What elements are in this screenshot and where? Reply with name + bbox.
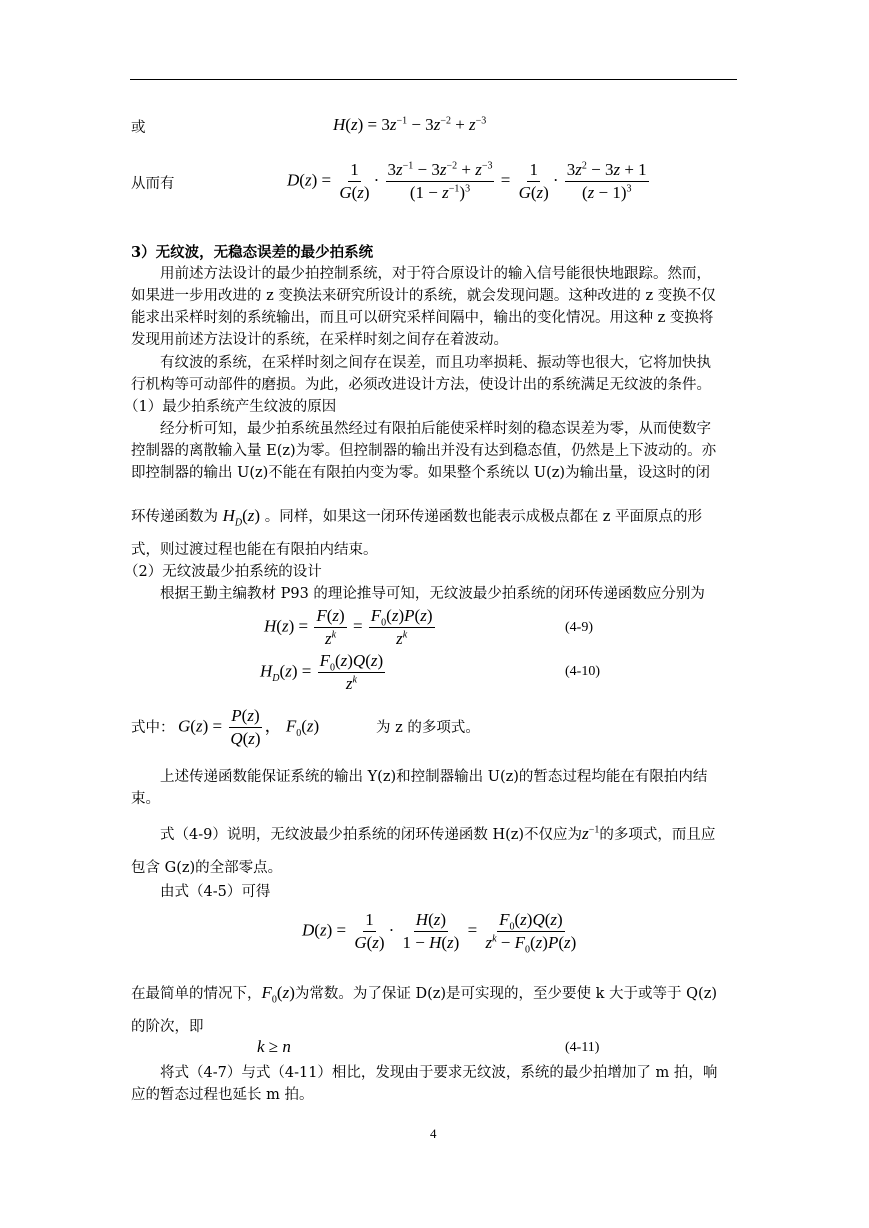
equation-d-z: D(z) = $\frac{1}{G(z)}$ · $\frac{3z^{-1} - 3z^{-2} + z^{-3}}{(1 - z^{-1})^3}$ = $\frac{1}{G(z)}$ · $\frac{3z^2 - 3z + 1}{(z - 1)^3}$ — [287, 160, 647, 202]
paragraph-line: 式（4-9）说明，无纹波最少拍系统的闭环传递函数 H(z)不仅应为$z^{-1}$的多项式，而且应 — [160, 824, 716, 843]
paragraph-line: 包含 G(z)的全部零点。 — [131, 860, 283, 876]
label-thus: 从而有 — [131, 176, 175, 192]
section-heading: 3）无纹波，无稳态误差的最少拍系统 — [131, 244, 374, 261]
paragraph-line: 行机构等可动部件的磨损。为此，必须改进设计方法，使设计出的系统满足无纹波的条件。 — [131, 377, 711, 393]
paragraph-line: 环传递函数为 $H_D(z)$ 。同样，如果这一闭环传递函数也能表示成极点都在 z 平面原点的形 — [131, 506, 703, 529]
paragraph-line: 控制器的离散输入量 E(z)为零。但控制器的输出并没有达到稳态值，仍然是上下波动的。亦 — [131, 443, 717, 459]
equation-number: (4-10) — [565, 664, 600, 679]
paragraph-line: 式，则过渡过程也能在有限拍内结束。 — [131, 542, 378, 558]
paragraph-line: 在最简单的情况下，$F_0(z)$为常数。为了保证 D(z)是可实现的，至少要使 k 大于或等于 Q(z) — [131, 983, 717, 1006]
header-rule — [130, 79, 737, 80]
inline-math-hd-z: $H_D(z)$ — [222, 506, 261, 529]
paragraph-line: 发现用前述方法设计的系统，在采样时刻之间存在着波动。 — [131, 332, 508, 348]
label-or: 或 — [131, 120, 146, 136]
equation-h-z: $H(z) = 3z^{-1} - 3z^{-2} + z^{-3}$ — [333, 115, 487, 134]
paragraph-line: 束。 — [131, 791, 160, 807]
paragraph-line: 经分析可知，最少拍系统虽然经过有限拍后能使采样时刻的稳态误差为零，从而使数字 — [160, 421, 711, 437]
equation-d-z-from-4-5: D(z) = $\frac{1}{G(z)}$ · $\frac{H(z)}{1 - H(z)}$ = $\frac{F_0(z)Q(z)}{z^k - F_0(z)P(z)}$ — [302, 910, 577, 956]
label-where-suffix: 为 z 的多项式。 — [376, 720, 480, 736]
equation-number: (4-9) — [565, 620, 593, 635]
paragraph-line: 根据王勤主编教材 P93 的理论推导可知，无纹波最少拍系统的闭环传递函数应分别为 — [160, 586, 705, 602]
paragraph-line: 如果进一步用改进的 z 变换法来研究所设计的系统，就会发现问题。这种改进的 z 变换不仅 — [131, 288, 716, 304]
inline-math-f0-z: $F_0(z)$ — [261, 983, 295, 1006]
inline-math-z-inverse: $z^{-1}$ — [582, 824, 600, 843]
paragraph-line: 的阶次，即 — [131, 1019, 204, 1035]
paragraph-line: 将式（4-7）与式（4-11）相比，发现由于要求无纹波，系统的最少拍增加了 m 拍，响 — [160, 1065, 718, 1081]
paragraph-line: 应的暂态过程也延长 m 拍。 — [131, 1087, 314, 1103]
paragraph-line: 上述传递函数能保证系统的输出 Y(z)和控制器输出 U(z)的暂态过程均能在有限拍内结 — [160, 769, 708, 785]
label-where: 式中： — [131, 720, 175, 736]
paragraph-line: 能求出采样时刻的系统输出，而且可以研究采样间隔中，输出的变化情况。用这种 z 变换将 — [131, 310, 714, 326]
equation-4-11: k ≥ n — [257, 1037, 291, 1056]
paragraph-line: 有纹波的系统，在采样时刻之间存在误差，而且功率损耗、振动等也很大，它将加快执 — [160, 355, 711, 371]
equation-g-z: G(z) = $\frac{P(z)}{Q(z)}$ ， $F_0(z)$ — [178, 706, 320, 748]
paragraph-line: 用前述方法设计的最少拍控制系统，对于符合原设计的输入信号能很快地跟踪。然而， — [160, 266, 711, 282]
equation-number: (4-11) — [565, 1040, 600, 1055]
subsection-heading: （1）最少拍系统产生纹波的原因 — [124, 399, 337, 415]
equation-4-10: $H_D(z)$ = $\frac{F_0(z)Q(z)}{z^k}$ — [260, 651, 384, 693]
page-number: 4 — [430, 1126, 437, 1141]
paragraph-line: 由式（4-5）可得 — [160, 884, 271, 900]
paragraph-line: 即控制器的输出 U(z)不能在有限拍内变为零。如果整个系统以 U(z)为输出量，设这时的闭 — [131, 465, 711, 481]
equation-4-9: H(z) = $\frac{F(z)}{z^k}$ = $\frac{F_0(z)P(z)}{z^k}$ — [264, 606, 433, 648]
subsection-heading: （2）无纹波最少拍系统的设计 — [124, 564, 322, 580]
